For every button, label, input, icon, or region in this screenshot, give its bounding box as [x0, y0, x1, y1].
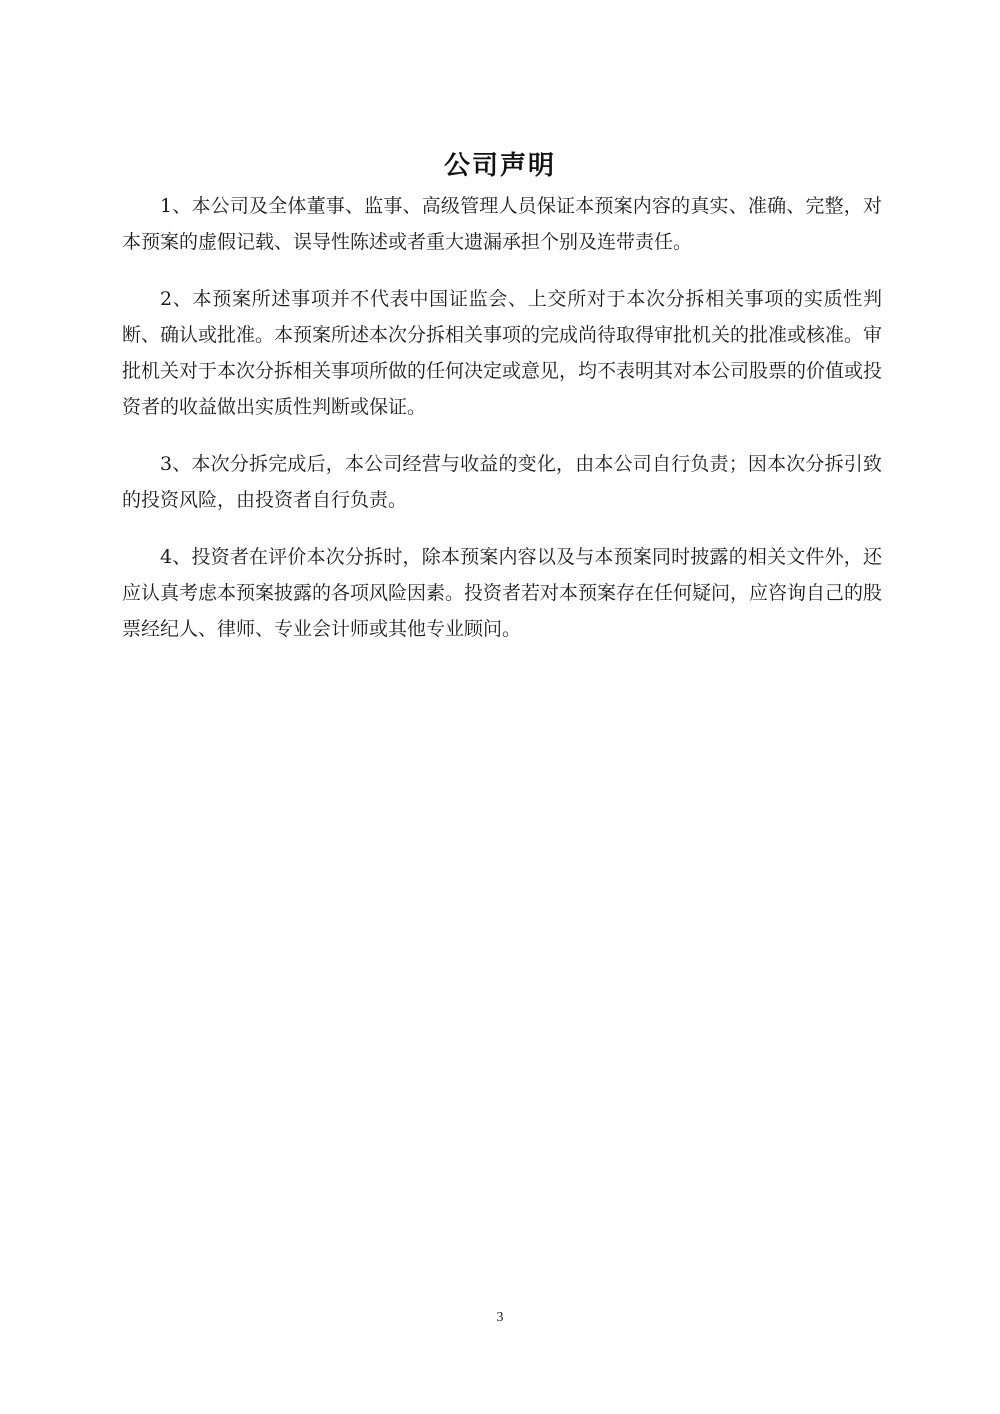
page-title: 公司声明 [443, 151, 556, 182]
statement-body [122, 188, 882, 668]
page-number: 3 [496, 1310, 504, 1325]
statement-paragraph-2: 2、本预案所述事项并不代表中国证监会、上交所对于本次分拆相关事项的实质性判断、确认或批准。本预案所述本次分拆相关事项的完成尚待取得审批机关的批准或核准。审批机关对于本次分拆相关事项所做的任何决定或意见，均不表明其对本公司股票的价值或投资者的收益做出实质性判断或保证。 [122, 288, 883, 418]
statement-paragraph-4: 4、投资者在评价本次分拆时，除本预案内容以及与本预案同时披露的相关文件外，还应认真考虑本预案披露的各项风险因素。投资者若对本预案存在任何疑问，应咨询自己的股票经纪人、律师、专业会计师或其他专业顾问。 [122, 546, 883, 640]
statement-paragraph-1: 1、本公司及全体董事、监事、高级管理人员保证本预案内容的真实、准确、完整，对本预案的虚假记载、误导性陈述或者重大遗漏承担个别及连带责任。 [122, 195, 882, 253]
statement-paragraph-3: 3、本次分拆完成后，本公司经营与收益的变化，由本公司自行负责；因本次分拆引致的投资风险，由投资者自行负责。 [122, 453, 882, 511]
